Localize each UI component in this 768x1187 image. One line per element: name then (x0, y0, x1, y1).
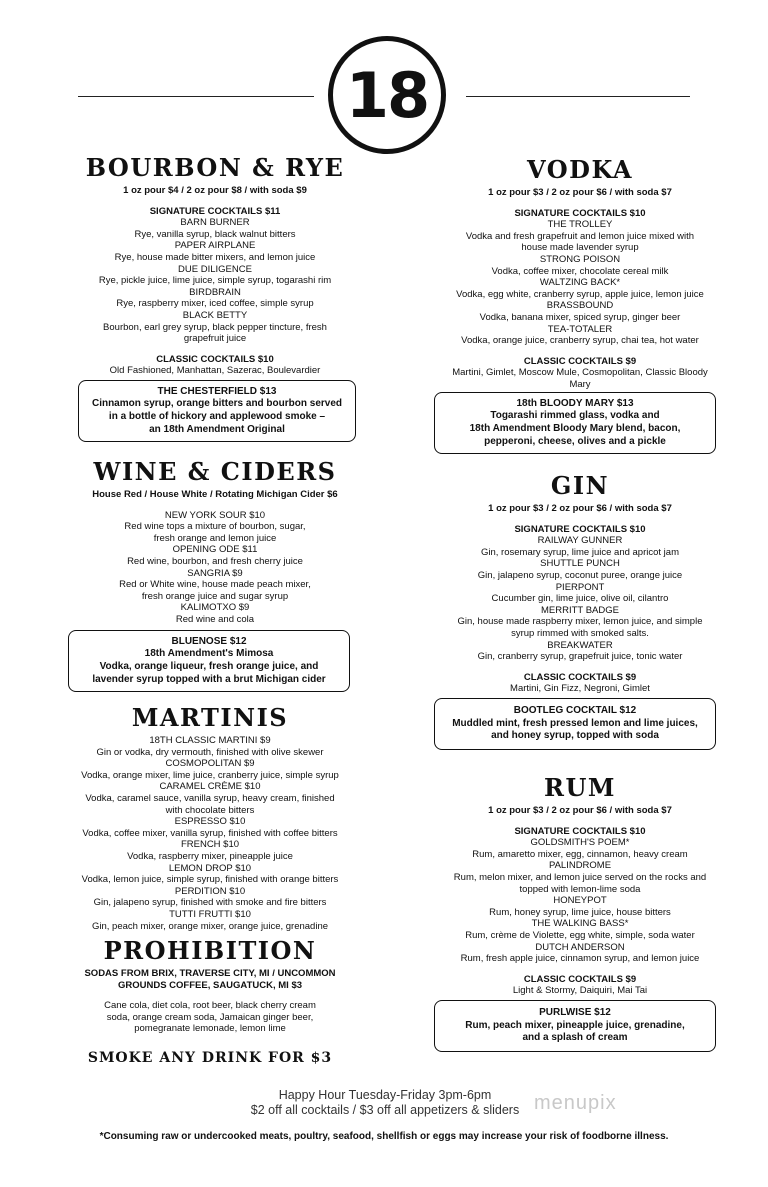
menu-line: NEW YORK SOUR $10 (164, 509, 266, 521)
menu-line: LEMON DROP $10 (168, 862, 252, 874)
section-bourbon-rye (80, 154, 350, 377)
feature-title: PURLWISE $12 (539, 1007, 611, 1019)
menu-line: Vodka, egg white, cranberry syrup, apple juice, lemon juice (456, 288, 704, 300)
menu-line: Vodka, coffee mixer, vanilla syrup, finished with coffee bitters (82, 827, 338, 839)
pricing: 1 oz pour $4 / 2 oz pour $8 / with soda $9 (123, 185, 307, 196)
menu-line: Bourbon, earl grey syrup, black pepper tincture, fresh (103, 321, 327, 333)
menu-line: THE WALKING BASS* (531, 918, 629, 930)
section-martinis (64, 704, 356, 932)
menu-line: Red wine and cola (175, 613, 255, 625)
menu-line: Gin, cranberry syrup, grapefruit juice, tonic water (477, 651, 683, 663)
menu-line: topped with lemon-lime soda (519, 883, 641, 895)
menu-line: Gin or vodka, dry vermouth, finished with olive skewer (96, 746, 324, 758)
classic-list: Martini, Gimlet, Moscow Mule, Cosmopolitan, Classic Bloody (452, 367, 708, 379)
menu-line: STRONG POISON (539, 253, 621, 265)
classic-list: Old Fashioned, Manhattan, Sazerac, Boulevardier (109, 365, 321, 377)
menu-line: Vodka, banana mixer, spiced syrup, ginger beer (479, 311, 681, 323)
feature-line: an 18th Amendment Original (149, 423, 285, 435)
menu-line: SHUTTLE PUNCH (540, 558, 620, 570)
menu-line: MERRITT BADGE (541, 604, 619, 616)
menu-line: OPENING ODE $11 (172, 544, 258, 556)
menu-line: Gin, jalapeno syrup, finished with smoke and fire bitters (93, 897, 327, 909)
menu-line: Vodka, orange mixer, lime juice, cranberry juice, simple syrup (81, 769, 339, 781)
menu-line: Gin, house made raspberry mixer, lemon juice, and simple (457, 616, 703, 628)
menu-line: Rye, raspberry mixer, iced coffee, simple syrup (116, 298, 314, 310)
menu-line: Rum, amaretto mixer, egg, cinnamon, heavy cream (472, 848, 688, 860)
menu-line: Gin, peach mixer, orange mixer, orange juice, grenadine (91, 920, 329, 932)
menu-line: Red wine tops a mixture of bourbon, sugar, (124, 521, 306, 533)
menu-line: Rum, melon mixer, and lemon juice served on the rocks and (453, 871, 707, 883)
section-title: WINE & CIDERS (93, 457, 337, 486)
feature-title: BLUENOSE $12 (171, 635, 247, 647)
feature-line: and honey syrup, topped with soda (491, 730, 659, 742)
section-title: MARTINIS (131, 703, 289, 732)
classic-list: Martini, Gin Fizz, Negroni, Gimlet (510, 683, 650, 695)
menu-line: SANGRIA $9 (187, 567, 243, 579)
menupix-watermark: menupix (534, 1092, 617, 1114)
menu-line: PALINDROME (548, 860, 612, 872)
menu-line: DUTCH ANDERSON (535, 941, 625, 953)
menu-line: BREAKWATER (547, 639, 613, 651)
feature-line: Rum, peach mixer, pineapple juice, grenadine, (465, 1019, 685, 1031)
soda-source: GROUNDS COFFEE, SAUGATUCK, MI $3 (117, 979, 303, 991)
menu-line: with chocolate bitters (165, 804, 255, 816)
menu-line: RAILWAY GUNNER (537, 535, 623, 547)
feature-line: Muddled mint, fresh pressed lemon and lime juices, (452, 717, 698, 729)
menu-line: Gin, jalapeno syrup, coconut puree, orange juice (477, 569, 683, 581)
menu-line: Rye, pickle juice, lime juice, simple syrup, togarashi rim (98, 275, 332, 287)
menu-line: fresh orange juice and sugar syrup (141, 590, 289, 602)
menu-line: Vodka, raspberry mixer, pineapple juice (127, 850, 293, 862)
menu-line: BLACK BETTY (182, 309, 248, 321)
feature-line: Vodka, orange liqueur, fresh orange juice, and (99, 661, 319, 672)
menu-line: GOLDSMITH'S POEM* (530, 837, 630, 849)
section-title: PROHIBITION (103, 936, 317, 965)
menu-line: Vodka, orange juice, cranberry syrup, chai tea, hot water (461, 335, 699, 347)
section-prohibition (64, 937, 356, 1035)
menu-line: ESPRESSO $10 (174, 816, 246, 828)
menu-line: PIERPONT (555, 581, 605, 593)
classic-heading: CLASSIC COCKTAILS $9 (523, 671, 637, 683)
signature-heading: SIGNATURE COCKTAILS $10 (514, 825, 646, 837)
logo-18 (328, 36, 446, 154)
feature-line: pepperoni, cheese, olives and a pickle (484, 435, 666, 447)
soda-source: SODAS FROM BRIX, TRAVERSE CITY, MI / UNCOMMON (84, 968, 336, 979)
menu-line: PAPER AIRPLANE (174, 240, 256, 252)
menu-line: syrup rimmed with smoked salts. (511, 627, 649, 639)
feature-box-bloody-mary (434, 392, 716, 454)
menu-line: Vodka, coffee mixer, chocolate cereal milk (491, 265, 669, 277)
feature-box-bluenose (68, 630, 350, 692)
feature-line: 18th Amendment's Mimosa (144, 648, 274, 660)
menu-line: Rum, honey syrup, lime juice, house bitters (489, 906, 671, 918)
menu-line: THE TROLLEY (547, 219, 613, 231)
menu-line: FRENCH $10 (180, 839, 240, 851)
menu-line: KALIMOTXO $9 (180, 602, 250, 614)
signature-heading: SIGNATURE COCKTAILS $10 (514, 523, 646, 535)
menu-line: BIRDBRAIN (189, 286, 241, 298)
classic-heading: CLASSIC COCKTAILS $9 (523, 973, 637, 985)
happy-hour-times: Happy Hour Tuesday-Friday 3pm-6pm (278, 1088, 492, 1102)
feature-box-chesterfield (78, 380, 356, 442)
foodborne-notice: *Consuming raw or undercooked meats, poultry, seafood, shellfish or eggs may increase your risk of foodborne illness. (99, 1131, 669, 1142)
menu-line: house made lavender syrup (521, 242, 639, 254)
logo-text: 18 (345, 58, 429, 132)
section-title: GIN (550, 471, 610, 500)
menu-line: Vodka and fresh grapefruit and lemon juice mixed with (465, 230, 695, 242)
menu-line: HONEYPOT (553, 895, 607, 907)
pricing: 1 oz pour $3 / 2 oz pour $6 / with soda $7 (488, 503, 672, 514)
smoke-any-drink: SMOKE ANY DRINK FOR $3 (87, 1050, 333, 1066)
pricing: 1 oz pour $3 / 2 oz pour $6 / with soda $7 (488, 187, 672, 198)
menu-line: Rum, crème de Violette, egg white, simple, soda water (465, 929, 695, 941)
menu-line: WALTZING BACK* (539, 277, 621, 289)
feature-line: lavender syrup topped with a brut Michigan cider (92, 673, 326, 685)
menu-line: TUTTI FRUTTI $10 (169, 908, 251, 920)
signature-heading: SIGNATURE COCKTAILS $11 (149, 205, 281, 217)
menu-line: grapefruit juice (183, 333, 247, 345)
menu-line: soda, orange cream soda, Jamaican ginger beer, (106, 1011, 314, 1023)
menu-line: Rum, fresh apple juice, cinnamon syrup, and lemon juice (460, 953, 700, 965)
section-title: BOURBON & RYE (85, 153, 345, 182)
menu-line: Red or White wine, house made peach mixer, (119, 579, 311, 591)
section-wine-ciders (80, 458, 350, 626)
feature-line: Cinnamon syrup, orange bitters and bourbon served (91, 398, 343, 410)
menu-line: Rye, house made bitter mixers, and lemon juice (114, 251, 316, 263)
section-rum (430, 774, 730, 997)
classic-heading: CLASSIC COCKTAILS $9 (523, 355, 637, 367)
menu-line: Red wine, bourbon, and fresh cherry juice (127, 555, 303, 567)
pricing: 1 oz pour $3 / 2 oz pour $6 / with soda $7 (488, 805, 672, 816)
pricing: House Red / House White / Rotating Michigan Cider $6 (92, 489, 338, 500)
section-title: RUM (544, 773, 616, 802)
menu-line: Vodka, lemon juice, simple syrup, finished with orange bitters (81, 874, 339, 886)
signature-heading: SIGNATURE COCKTAILS $10 (514, 207, 646, 219)
menu-line: BARN BURNER (180, 217, 250, 229)
classic-list: Light & Stormy, Daiquiri, Mai Tai (512, 985, 648, 997)
menu-line: TEA-TOTALER (547, 323, 613, 335)
header-rule-right (466, 96, 690, 97)
feature-box-purlwise (434, 1000, 716, 1052)
feature-title: THE CHESTERFIELD $13 (157, 385, 277, 397)
menu-line: fresh orange and lemon juice (153, 532, 277, 544)
menu-line: Rye, vanilla syrup, black walnut bitters (134, 228, 296, 240)
feature-box-bootleg (434, 698, 716, 750)
menu-line: COSMOPOLITAN $9 (165, 758, 255, 770)
classic-heading: CLASSIC COCKTAILS $10 (156, 353, 274, 365)
menu-line: DUE DILIGENCE (178, 263, 252, 275)
happy-hour-deals: $2 off all cocktails / $3 off all appetizers & sliders (250, 1103, 520, 1117)
section-gin (430, 472, 730, 695)
menu-line: Vodka, caramel sauce, vanilla syrup, heavy cream, finished (85, 792, 335, 804)
menu-line: CARAMEL CRÈME $10 (159, 781, 261, 793)
menu-line: PERDITION $10 (174, 885, 246, 897)
classic-list: Mary (569, 378, 591, 390)
section-vodka (430, 156, 730, 391)
header-rule-left (78, 96, 314, 97)
menu-line: Cane cola, diet cola, root beer, black cherry cream (104, 1000, 316, 1012)
menu-line: Gin, rosemary syrup, lime juice and apricot jam (481, 546, 679, 558)
feature-line: Togarashi rimmed glass, vodka and (490, 410, 660, 422)
feature-title: BOOTLEG COCKTAIL $12 (513, 705, 637, 717)
menu-line: 18TH CLASSIC MARTINI $9 (149, 735, 271, 746)
menu-line: BRASSBOUND (546, 300, 614, 312)
feature-title: 18th BLOODY MARY $13 (516, 397, 634, 409)
feature-line: in a bottle of hickory and applewood smoke – (108, 411, 326, 422)
menu-line: pomegranate lemonade, lemon lime (134, 1023, 286, 1035)
feature-line: 18th Amendment Bloody Mary blend, bacon, (469, 423, 681, 434)
menu-line: Cucumber gin, lime juice, olive oil, cilantro (491, 593, 669, 605)
section-title: VODKA (527, 155, 633, 184)
feature-line: and a splash of cream (522, 1032, 628, 1044)
